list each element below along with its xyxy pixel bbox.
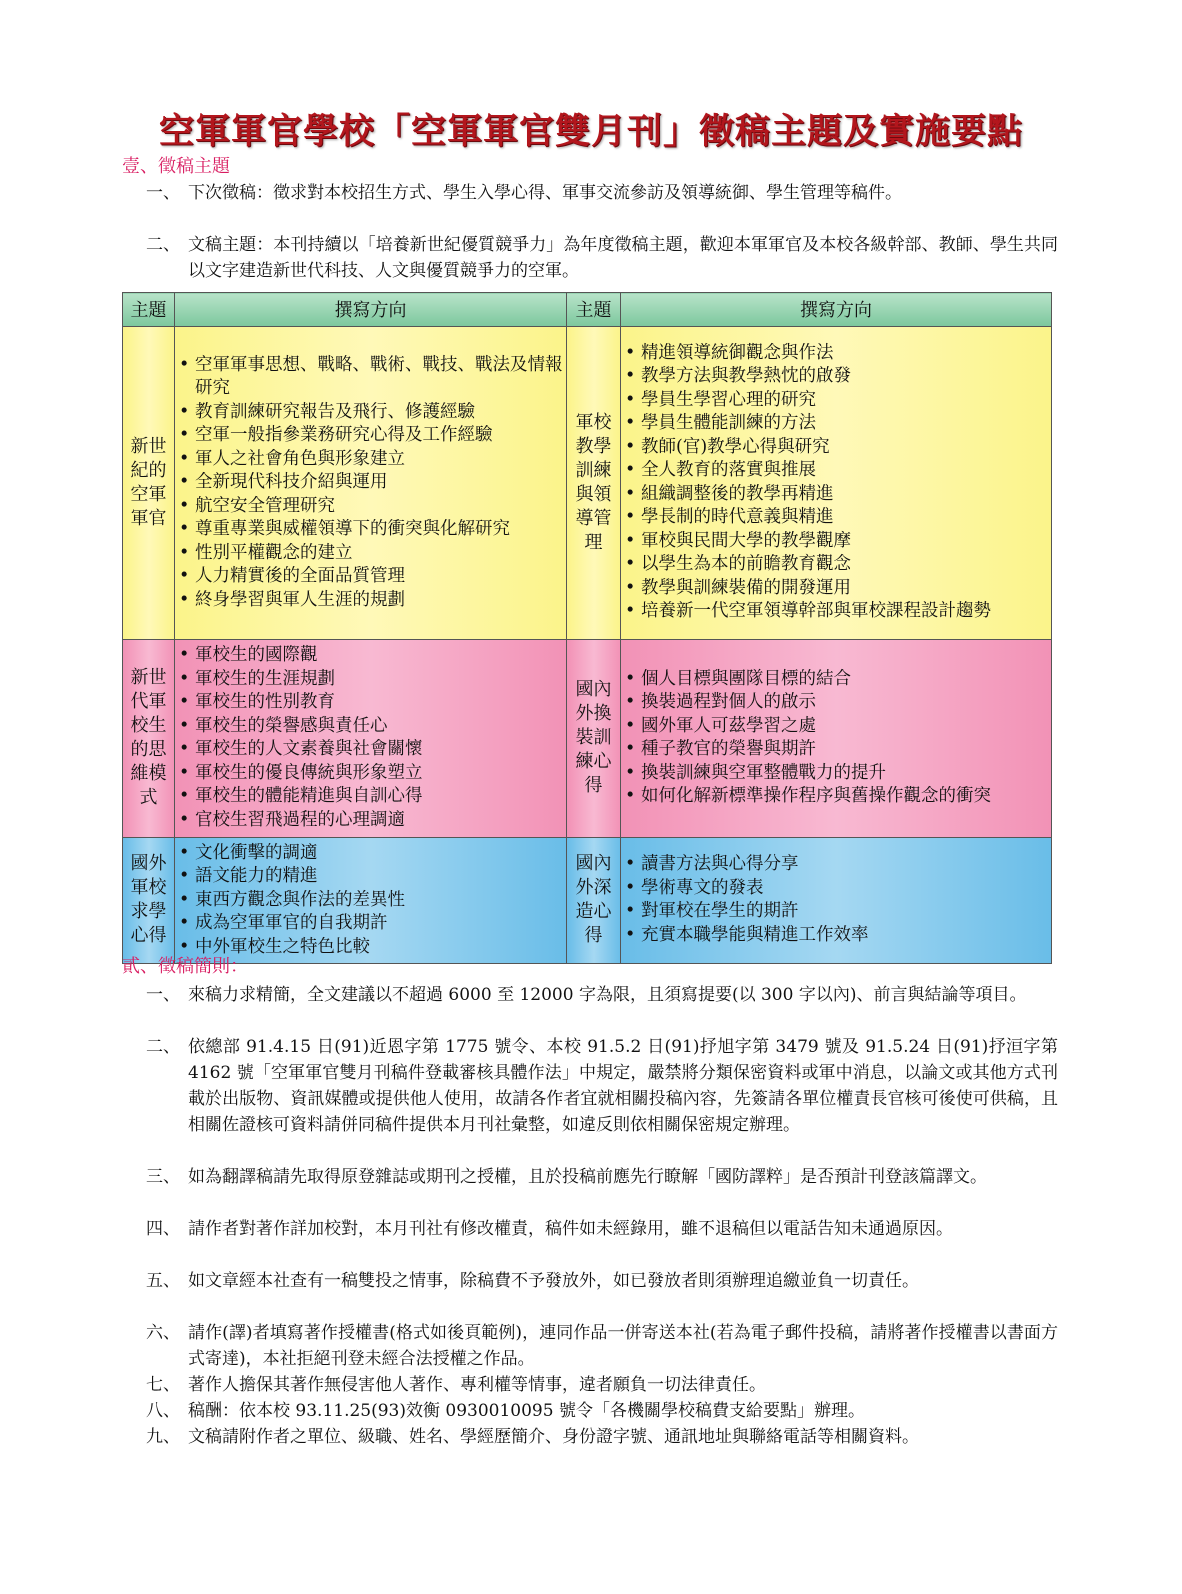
topic-cell [567, 640, 621, 838]
direction-item: • 語文能力的精進 [175, 865, 566, 889]
item-number: 九、 [146, 1427, 180, 1447]
section2-item [146, 1424, 1058, 1450]
direction-list [175, 644, 566, 832]
topic-label: 軍校教學訓練與領導管理 [575, 411, 612, 553]
direction-item: • 軍校生的性別教育 [175, 691, 566, 715]
direction-item: • 軍校生的國際觀 [175, 644, 566, 668]
direction-item: • 國外軍人可茲學習之處 [621, 715, 1051, 739]
item-number: 七、 [146, 1375, 180, 1395]
direction-cell [175, 837, 567, 963]
item-text: 請作者對著作詳加校對，本月刊社有修改權責，稿件如未經錄用，雖不退稿但以電話告知未通過原因。 [188, 1219, 953, 1239]
direction-list [175, 842, 566, 960]
direction-item: • 文化衝擊的調適 [175, 842, 566, 866]
topic-cell [123, 326, 175, 640]
item-number: 一、 [146, 985, 180, 1005]
direction-cell [621, 837, 1052, 963]
direction-item: • 學長制的時代意義與精進 [621, 506, 1051, 530]
item-number: 五、 [146, 1271, 180, 1291]
table-header-row [123, 293, 1052, 327]
item-text: 稿酬：依本校 93.11.25(93)效衡 0930010095 號令「各機關學校稿費支給要點」辦理。 [188, 1401, 865, 1421]
item-text: 下次徵稿：徵求對本校招生方式、學生入學心得、軍事交流參訪及領導統御、學生管理等稿件。 [188, 183, 902, 203]
item-number: 三、 [146, 1167, 180, 1187]
direction-list [621, 668, 1051, 809]
direction-item: • 軍校生的人文素養與社會關懷 [175, 738, 566, 762]
direction-item: • 種子教官的榮譽與期許 [621, 738, 1051, 762]
item-number: 六、 [146, 1323, 180, 1343]
section2-item [146, 1372, 1058, 1398]
section2-item [146, 1034, 1058, 1138]
item-text: 如為翻譯稿請先取得原登雜誌或期刊之授權，且於投稿前應先行瞭解「國防譯粹」是否預計刊登該篇譯文。 [188, 1167, 987, 1187]
direction-cell [621, 326, 1052, 640]
direction-item: • 軍校生的優良傳統與形象塑立 [175, 762, 566, 786]
direction-item: • 換裝過程對個人的啟示 [621, 691, 1051, 715]
section2-heading: 貳、徵稿簡則： [122, 956, 248, 977]
direction-item: • 中外軍校生之特色比較 [175, 936, 566, 960]
direction-item: • 空軍一般指參業務研究心得及工作經驗 [175, 424, 566, 448]
direction-item: • 軍校生的生涯規劃 [175, 668, 566, 692]
item-text: 來稿力求精簡，全文建議以不超過 6000 至 12000 字為限，且須寫提要(以 300 字以內)、前言與結論等項目。 [188, 985, 1027, 1005]
direction-item: • 性別平權觀念的建立 [175, 542, 566, 566]
direction-item: • 學員生體能訓練的方法 [621, 412, 1051, 436]
section1-heading: 壹、徵稿主題 [122, 156, 230, 177]
item-number: 四、 [146, 1219, 180, 1239]
item-number: 二、 [146, 235, 180, 255]
section2-item [146, 1216, 1058, 1242]
topic-label: 新世代軍校生的思維模式 [130, 667, 167, 809]
topic-label: 國內外換裝訓練心得 [575, 679, 612, 797]
topic-label: 國內外深造心得 [575, 853, 612, 947]
header-direction: 撰寫方向 [621, 293, 1052, 327]
section1-item [146, 232, 1058, 284]
section2-item [146, 1398, 1058, 1424]
direction-item: • 教學與訓練裝備的開發運用 [621, 577, 1051, 601]
direction-item: • 教學方法與教學熱忱的啟發 [621, 365, 1051, 389]
direction-item: • 教師(官)教學心得與研究 [621, 436, 1051, 460]
direction-item: • 空軍軍事思想、戰略、戰術、戰技、戰法及情報研究 [175, 354, 566, 401]
topic-label: 新世紀的空軍軍官 [130, 435, 167, 529]
direction-item: • 軍人之社會角色與形象建立 [175, 448, 566, 472]
direction-list [175, 354, 566, 613]
item-text: 著作人擔保其著作無侵害他人著作、專利權等情事，違者願負一切法律責任。 [188, 1375, 766, 1395]
direction-item: • 尊重專業與威權領導下的衝突與化解研究 [175, 518, 566, 542]
direction-item: • 教育訓練研究報告及飛行、修護經驗 [175, 401, 566, 425]
topic-cell [123, 640, 175, 838]
direction-item: • 對軍校在學生的期許 [621, 900, 1051, 924]
direction-item: • 學員生學習心理的研究 [621, 389, 1051, 413]
section2-item [146, 1320, 1058, 1372]
direction-cell [175, 640, 567, 838]
direction-item: • 充實本職學能與精進工作效率 [621, 924, 1051, 948]
direction-item: • 全人教育的落實與推展 [621, 459, 1051, 483]
direction-item: • 培養新一代空軍領導幹部與軍校課程設計趨勢 [621, 600, 1051, 624]
item-number: 二、 [146, 1037, 180, 1057]
direction-item: • 成為空軍軍官的自我期許 [175, 912, 566, 936]
direction-item: • 換裝訓練與空軍整體戰力的提升 [621, 762, 1051, 786]
topic-table [122, 292, 1052, 964]
direction-item: • 軍校與民間大學的教學觀摩 [621, 530, 1051, 554]
direction-item: • 軍校生的體能精進與自訓心得 [175, 785, 566, 809]
table-row [123, 326, 1052, 640]
section1-item [146, 180, 1058, 206]
direction-item: • 終身學習與軍人生涯的規劃 [175, 589, 566, 613]
item-text: 文稿請附作者之單位、級職、姓名、學經歷簡介、身份證字號、通訊地址與聯絡電話等相關資料。 [188, 1427, 919, 1447]
direction-cell [621, 640, 1052, 838]
direction-item: • 讀書方法與心得分享 [621, 853, 1051, 877]
header-topic: 主題 [567, 293, 621, 327]
item-text: 如文章經本社查有一稿雙投之情事，除稿費不予發放外，如已發放者則須辦理追繳並負一切責任。 [188, 1271, 919, 1291]
table-row [123, 837, 1052, 963]
direction-item: • 人力精實後的全面品質管理 [175, 565, 566, 589]
page-title: 空軍軍官學校「空軍軍官雙月刊」徵稿主題及實施要點 [158, 111, 1023, 152]
header-direction: 撰寫方向 [175, 293, 567, 327]
item-text: 文稿主題：本刊持續以「培養新世紀優質競爭力」為年度徵稿主題，歡迎本軍軍官及本校各級幹部、教師、學生共同以文字建造新世代科技、人文與優質競爭力的空軍。 [188, 235, 1058, 281]
item-number: 八、 [146, 1401, 180, 1421]
direction-item: • 東西方觀念與作法的差異性 [175, 889, 566, 913]
direction-item: • 如何化解新標準操作程序與舊操作觀念的衝突 [621, 785, 1051, 809]
item-text: 依總部 91.4.15 日(91)近恩字第 1775 號令、本校 91.5.2 日(91)抒旭字第 3479 號及 91.5.24 日(91)抒洹字第 4162 號「空軍軍官雙月刊稿件登載審核具體作法」中規定，嚴禁將分類保密資料或軍中消息，以論文或其他方式刊載於出版物、資訊媒體或提供他人使用，故請各作者宜就相關投稿內容，先簽請各單位權責長官核可後使可供稿，且相關佐證核可資料請併同稿件提供本月刊社彙整，如違反則依相關保密規定辦理。 [188, 1037, 1058, 1135]
topic-cell [567, 326, 621, 640]
item-text: 請作(譯)者填寫著作授權書(格式如後頁範例)，連同作品一併寄送本社(若為電子郵件投稿，請將著作授權書以書面方式寄達)，本社拒絕刊登未經合法授權之作品。 [188, 1323, 1058, 1369]
direction-list [621, 342, 1051, 624]
direction-item: • 個人目標與團隊目標的結合 [621, 668, 1051, 692]
direction-item: • 航空安全管理研究 [175, 495, 566, 519]
direction-item: • 以學生為本的前瞻教育觀念 [621, 553, 1051, 577]
direction-item: • 全新現代科技介紹與運用 [175, 471, 566, 495]
direction-cell [175, 326, 567, 640]
direction-item: • 組織調整後的教學再精進 [621, 483, 1051, 507]
direction-list [621, 853, 1051, 947]
direction-item: • 精進領導統御觀念與作法 [621, 342, 1051, 366]
table-row [123, 640, 1052, 838]
section2-item [146, 1268, 1058, 1294]
topic-cell [123, 837, 175, 963]
section2-item [146, 982, 1058, 1008]
direction-item: • 官校生習飛過程的心理調適 [175, 809, 566, 833]
item-number: 一、 [146, 183, 180, 203]
direction-item: • 學術專文的發表 [621, 877, 1051, 901]
section2-item [146, 1164, 1058, 1190]
topic-cell [567, 837, 621, 963]
direction-item: • 軍校生的榮譽感與責任心 [175, 715, 566, 739]
header-topic: 主題 [123, 293, 175, 327]
topic-label: 國外軍校求學心得 [130, 853, 167, 947]
